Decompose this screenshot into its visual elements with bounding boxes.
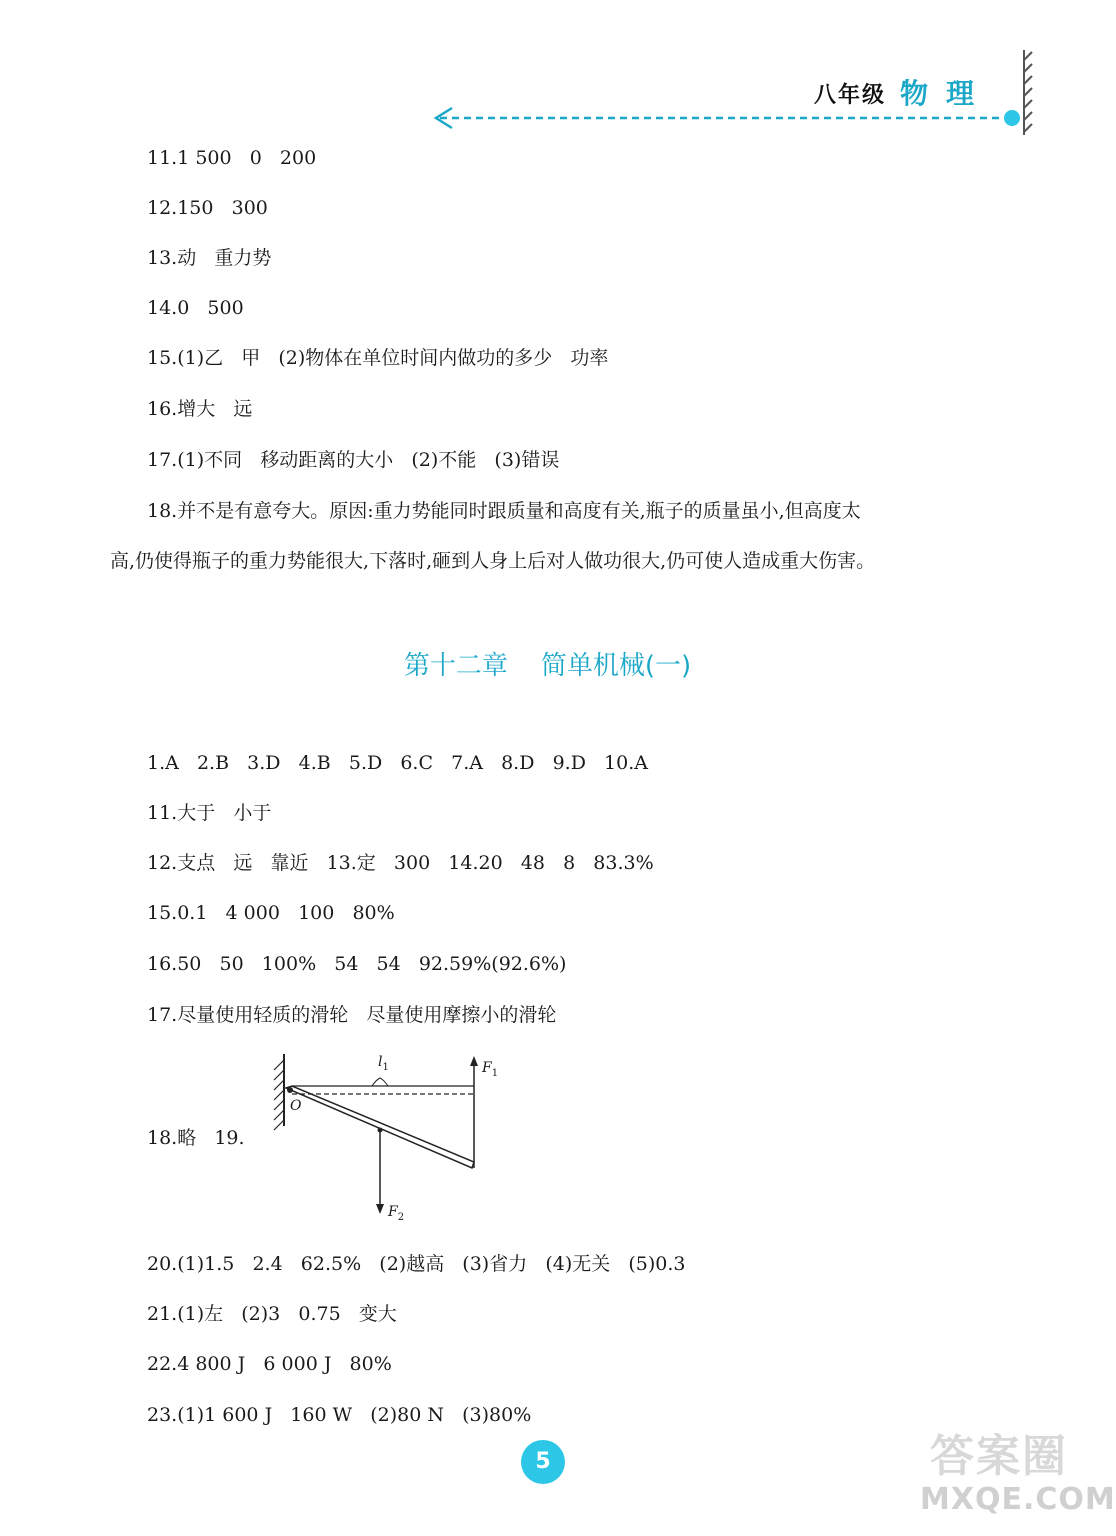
answer-line: 23.(1)1 600 J 160 W (2)80 N (3)80% (147, 1404, 532, 1426)
answer-line: 16.50 50 100% 54 54 92.59%(92.6%) (147, 953, 567, 975)
watermark-text: 答案圈 (930, 1431, 1068, 1482)
subject-title: 物理 (900, 77, 993, 110)
force1-label-sub: 1 (491, 1067, 499, 1079)
answer-line: 11.1 500 0 200 (147, 147, 317, 169)
arm-label (378, 1054, 389, 1073)
answer-line: 17.尽量使用轻质的滑轮 尽量使用摩擦小的滑轮 (147, 1004, 557, 1026)
arm-label-sub: 1 (382, 1061, 389, 1073)
answer-line: 16.增大 远 (147, 398, 253, 420)
answer-line: 1.A 2.B 3.D 4.B 5.D 6.C 7.A 8.D 9.D 10.A (147, 752, 648, 774)
lever-drawing (262, 1050, 512, 1230)
page-header (0, 0, 1095, 150)
header-dashed-arrow (0, 0, 1095, 150)
force1-label-text: F (482, 1060, 492, 1076)
watermark (920, 1420, 1116, 1530)
answer-line: 17.(1)不同 移动距离的大小 (2)不能 (3)错误 (147, 449, 560, 471)
pivot-label: O (290, 1098, 302, 1114)
force1-label (482, 1060, 498, 1079)
page-number: 5 (521, 1440, 565, 1484)
answer-line: 15.(1)乙 甲 (2)物体在单位时间内做功的多少 功率 (147, 347, 609, 369)
answer-line: 22.4 800 J 6 000 J 80% (147, 1353, 392, 1375)
answer-18-paragraph (110, 486, 990, 586)
answer-line: 21.(1)左 (2)3 0.75 变大 (147, 1303, 397, 1325)
watermark-url: MXQE.COM (920, 1482, 1116, 1517)
force2-label (388, 1204, 404, 1223)
lever-diagram (262, 1050, 512, 1230)
answer-line: 12.150 300 (147, 197, 268, 219)
grade-label: 八年级 (814, 83, 887, 108)
answer-line: 13.动 重力势 (147, 247, 272, 269)
answer-18-19-label: 18.略 19. (147, 1127, 245, 1149)
force2-label-sub: 2 (397, 1211, 405, 1223)
force2-label-text: F (388, 1204, 398, 1220)
answer-18-line2: 高,仍使得瓶子的重力势能很大,下落时,砸到人身上后对人做功很大,仍可使人造成重大伤害。 (110, 550, 876, 572)
answer-line: 20.(1)1.5 2.4 62.5% (2)越高 (3)省力 (4)无关 (5)0.3 (147, 1253, 686, 1275)
answer-line: 14.0 500 (147, 297, 244, 319)
arm-label-text: l (378, 1054, 383, 1070)
answer-18-line1: 18.并不是有意夸大。原因:重力势能同时跟质量和高度有关,瓶子的质量虽小,但高度太 (147, 500, 861, 522)
answer-line: 11.大于 小于 (147, 802, 272, 824)
chapter-title: 第十二章 简单机械(一) (403, 651, 692, 681)
answer-line: 15.0.1 4 000 100 80% (147, 902, 395, 924)
answer-line: 12.支点 远 靠近 13.定 300 14.20 48 8 83.3% (147, 852, 654, 874)
